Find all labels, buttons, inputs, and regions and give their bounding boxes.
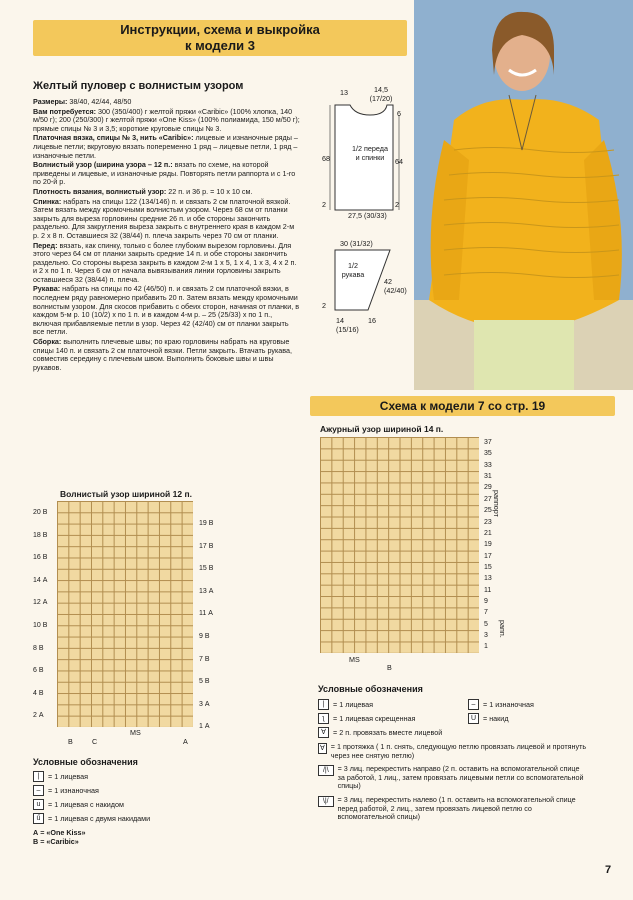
legend2-item: \|/ = 3 лиц. перекрестить налево (1 п. оставить на вспомогательной спице перед работой, 2 лиц., затем провязать лицевой петлю со вспомогательной спицы) (318, 796, 588, 822)
legend2-item: | = 1 лицевая (318, 699, 448, 710)
legend2-item: /|\ = 3 лиц. перекрестить направо (2 п. оставить на вспомогательной спице за работой, 1 лиц., затем провязать лицевыми петли со вспомогательной спицы) (318, 765, 588, 791)
sleeve-text: набрать на спицы по 42 (46/50) п. и связать 2 см платочной вязки, в последнем ряду равномерно прибавить 20 п. Затем вязать между кромочными волнистым узором. Для скосов прибавить с обеих сторон, начиная от планки, в каждом 5-м р. 10 (10/2) х по 1 п. и в каждом 4-м р. – 25 (25/33) х по 1 п., включая прибавляемые петли в узор. Через 42 (42/40) см от планки закрыть все петли. (33, 284, 300, 337)
purl-symbol-icon: – (33, 785, 44, 796)
row-label: 20 В (33, 509, 48, 516)
row-label: 17 (484, 552, 492, 560)
back-text: набрать на спицы 122 (134/146) п. и связать 2 см платочной вязкой. Затем вязать между кромочными волнистым узором. Через 68 см от планки закрыть для выреза горловины средние 26 п. и обе стороны закончить раздельно. Для закругления выреза закрыть с внутреннего края в каждом 2-м р. 2 х 8 п. Оставшиеся 32 (38/44) п. плеча закрыть через 70 см от планки. (33, 196, 295, 240)
chart1-label-a: А (183, 737, 188, 746)
row-label: 37 (484, 439, 492, 446)
model-photo (414, 0, 633, 390)
chart1-label-b: В (68, 737, 73, 746)
purl-symbol-icon: – (468, 699, 479, 710)
section2-banner (310, 396, 615, 416)
legend2-item: ʅ = 1 лицевая скрещенная (318, 713, 448, 724)
piece-neck: 6 (397, 109, 401, 118)
row-label: 27 (484, 495, 492, 503)
row-label: 5 (484, 620, 488, 628)
row-label: 29 (484, 484, 492, 492)
assembly-label: Сборка: (33, 337, 62, 347)
k2tog-symbol-icon: ∀ (318, 727, 329, 738)
row-label: 1 А (199, 723, 210, 731)
double-yarn-over-symbol-icon: ű (33, 813, 44, 824)
row-label: 7 (484, 609, 488, 617)
wavy-label: Волнистый узор (ширина узора – 12 п.: (33, 160, 173, 170)
chart1-label-c: С (92, 737, 98, 746)
row-label: 13 (484, 575, 492, 583)
sleeve-top-width: 30 (31/32) (340, 239, 373, 248)
row-label: 15 В (199, 565, 214, 573)
legend1-note-a: А = «One Kiss» (33, 828, 86, 837)
row-label: 1 (484, 643, 488, 651)
row-label: 3 (484, 632, 488, 640)
piece-label: 1/2 переда и спинки (352, 144, 388, 162)
row-label: 23 (484, 518, 492, 526)
row-label: 9 В (199, 632, 210, 640)
assembly-text: выполнить плечевые швы; по краю горловины набрать на круговые спицы 140 п. и связать 2 см платочной вязки. Петли закрыть. Втачать рукава, совместив середину с плечевым швом. Выполнить боковые швы и швы рукавов. (33, 337, 293, 372)
legend2-item: ∀ = 2 п. провязать вместе лицевой (318, 727, 588, 738)
header-banner (33, 20, 407, 56)
row-label: 12 А (33, 599, 48, 607)
chart2-grid (320, 437, 479, 653)
page-number: 7 (605, 864, 612, 876)
row-label: 3 А (199, 700, 210, 708)
sizes-label: Размеры: (33, 97, 68, 106)
legend1 (33, 757, 253, 846)
chart2-rapport-label: раппорт (492, 490, 501, 517)
piece-edge-left: 2 (322, 200, 326, 209)
header-title-line2: к модели 3 (185, 38, 255, 53)
front-text: вязать, как спинку, только с более глубоким вырезом горловины. Для этого через 64 см от планки закрыть средние 14 п. и обе стороны закончить раздельно. Со стороны выреза закрыть в каждом 2-м 1 х 5, 1 х 4, 1 х 3, 4 х 2 п. и 2 х по 1 п. Через 6 см от начала вывязывания линии горловины закрыть оставшиеся 32 (38/44) п. плеча. (33, 240, 297, 284)
legend1-title: Условные обозначения (33, 757, 138, 767)
knit-symbol-icon: | (33, 771, 44, 782)
row-label: 2 А (33, 712, 44, 720)
row-label: 14 А (33, 576, 48, 584)
piece-right-height: 64 (395, 157, 403, 166)
legend2-item: U = накид (468, 713, 509, 724)
row-label: 13 А (199, 587, 214, 595)
piece-left-height: 68 (322, 154, 330, 163)
piece-edge-right: 2 (395, 200, 399, 209)
chart1-right-rows (199, 513, 225, 739)
row-label: 6 В (33, 667, 44, 675)
legend1-note-b: В = «Caribic» (33, 836, 79, 846)
cross-right-symbol-icon: /|\ (318, 765, 334, 776)
row-label: 4 В (33, 689, 44, 697)
sleeve-bottom-left: 14 (15/16) (336, 316, 359, 334)
row-label: 18 В (33, 531, 48, 539)
piece-bottom-width: 27,5 (30/33) (348, 211, 387, 220)
yarn-over-symbol-icon: U (468, 713, 479, 724)
density-text: 22 п. и 36 р. = 10 х 10 см. (168, 186, 253, 196)
row-label: 8 В (33, 644, 44, 652)
chart1-label-ms: MS (130, 728, 141, 737)
header-title-line1: Инструкции, схема и выкройка (120, 22, 320, 37)
legend1-item: u = 1 лицевая с накидом (33, 799, 253, 810)
slip-knit-pass-symbol-icon: ∀ (320, 745, 325, 752)
row-label: 21 (484, 529, 492, 537)
density-label: Плотность вязания, волнистый узор: (33, 186, 167, 196)
legend1-item: | = 1 лицевая (33, 771, 253, 782)
chart1-grid (57, 501, 193, 727)
chart2-label-b: В (387, 663, 392, 672)
chart2-rapp-label: рапп. (498, 620, 507, 638)
row-label: 19 В (199, 520, 214, 527)
row-label: 5 В (199, 678, 210, 686)
cross-left-symbol-icon: \|/ (318, 796, 334, 807)
front-label: Перед: (33, 240, 58, 250)
sleeve-label: 1/2 рукава (341, 261, 365, 279)
chart2-label-ms: MS (349, 655, 360, 664)
legend1-item: – = 1 изнаночная (33, 785, 253, 796)
crossed-knit-symbol-icon: ʅ (318, 713, 329, 724)
row-label: 10 В (33, 621, 48, 629)
row-label: 11 (484, 586, 492, 594)
piece-top-right: 14,5 (17/20) (369, 85, 393, 103)
plain-text: лицевые и изнаночные ряды – лицевые петли; вкруговую вязать попеременно 1 ряд – лицевые петли, 1 ряд – изнаночные петли. (33, 133, 298, 160)
knit-symbol-icon: | (318, 699, 329, 710)
row-label: 9 (484, 598, 488, 606)
yarn-over-symbol-icon: u (33, 799, 44, 810)
sleeve-bottom-right: 16 (368, 316, 376, 325)
article-body (33, 98, 301, 372)
legend2-title: Условные обозначения (318, 684, 423, 694)
row-label: 33 (484, 461, 492, 469)
back-label: Спинка: (33, 196, 62, 206)
legend1-item: ű = 1 лицевая с двумя накидами (33, 813, 253, 824)
row-label: 31 (484, 473, 492, 481)
needs-text: 300 (350/400) г желтой пряжи «Caribic» (100% хлопка, 140 м/50 г); 200 (250/300) г желтой пряжи «One Kiss» (100% полиамида, 150 м/50 г); прямые спицы № 3 и 3,5; короткие круговые спицы № 3. (33, 106, 300, 133)
section2-title: Схема к модели 7 со стр. 19 (379, 399, 546, 413)
row-label: 7 В (199, 655, 210, 663)
sleeve-side: 42 (42/40) (384, 277, 407, 295)
row-label: 16 В (33, 554, 48, 562)
sleeve-label: Рукава: (33, 284, 61, 294)
row-label: 35 (484, 450, 492, 458)
sizes-text: 38/40, 42/44, 48/50 (69, 97, 132, 106)
row-label: 19 (484, 541, 492, 549)
chart2-title: Ажурный узор шириной 14 п. (320, 424, 444, 434)
legend2 (318, 684, 588, 822)
piece-top-left: 13 (340, 88, 348, 97)
row-label: 11 А (199, 610, 213, 618)
row-label: 15 (484, 563, 492, 571)
row-label: 25 (484, 507, 492, 515)
needs-label: Вам потребуется: (33, 106, 97, 116)
legend2-item: – = 1 изнаночная (468, 699, 534, 710)
legend2-item: ∀ = 1 протяжка ( 1 п. снять, следующую петлю провязать лицевой и протянуть через нее снятую петлю) (320, 742, 587, 760)
wavy-text: вязать по схеме, на которой приведены и лицевые, и изнаночные ряды. Повторять петли раппорта и с 1-го по 20-й р. (33, 160, 296, 187)
chart1-title: Волнистый узор шириной 12 п. (60, 489, 192, 499)
article-title: Желтый пуловер с волнистым узором (33, 80, 244, 92)
chart1-left-rows (33, 502, 55, 728)
plain-label: Платочная вязка, спицы № 3, нить «Caribic»: (33, 133, 194, 143)
row-label: 17 В (199, 542, 214, 550)
sleeve-edge: 2 (322, 301, 326, 310)
